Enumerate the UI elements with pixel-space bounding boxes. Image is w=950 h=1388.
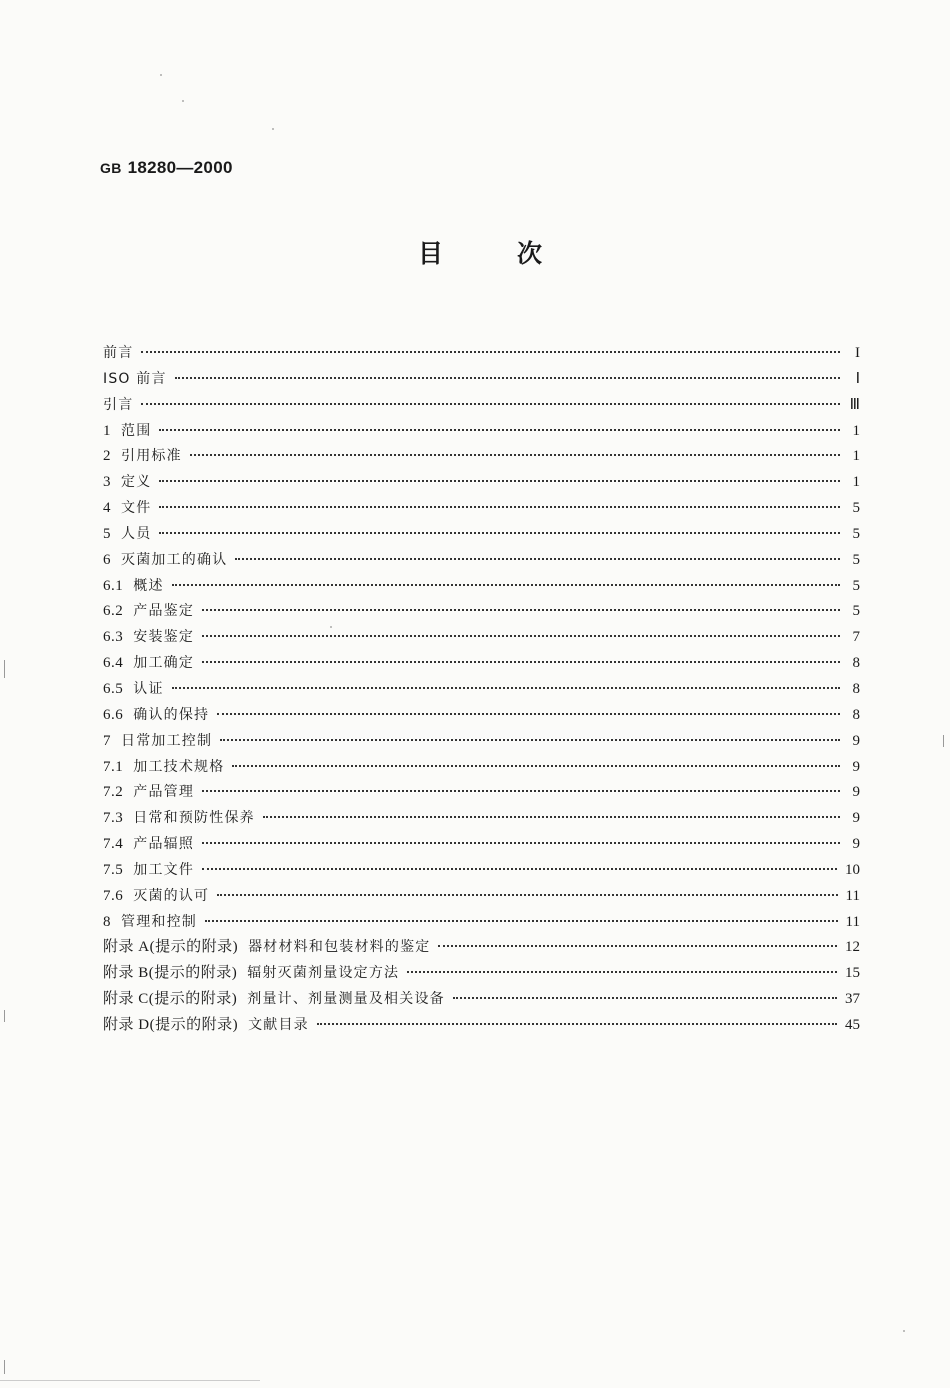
toc-entry-number: 附录 A(提示的附录) (103, 939, 239, 956)
toc-entry-label-group (103, 729, 220, 755)
toc-entry (103, 548, 860, 574)
toc-entry-number: 7.2 (103, 784, 124, 801)
toc-entry-page: 8 (852, 706, 860, 723)
toc-entry-number: 6.1 (103, 577, 124, 594)
toc-entry-number: 7 (103, 732, 111, 749)
toc-entry-title: 灭菌的认可 (133, 887, 210, 904)
toc-entry-label-group (103, 599, 202, 625)
toc-entry-number: 7.3 (103, 810, 124, 827)
toc-entry-number: 6.5 (103, 680, 124, 697)
toc-entry-label-group (103, 935, 438, 961)
toc-entry-title: 日常加工控制 (121, 732, 213, 749)
toc-entry-page: 8 (852, 680, 860, 697)
toc-entry (103, 729, 860, 755)
toc-entry-label-group (103, 444, 190, 470)
toc-entry-label-group (103, 677, 172, 703)
dot-leader (141, 351, 840, 353)
toc-entry-title: 人员 (121, 525, 152, 542)
scan-speck (330, 626, 332, 628)
toc-entry-number: 7.6 (103, 887, 124, 904)
toc-entry-label-group (103, 651, 202, 677)
dot-leader (232, 765, 840, 767)
toc-entry-label-group (103, 987, 453, 1013)
toc-entry-page: 1 (852, 448, 860, 465)
dot-leader (190, 454, 840, 456)
toc-entry-number: 6.2 (103, 603, 124, 620)
toc-entry (103, 341, 860, 367)
toc-entry-label-group (103, 1013, 317, 1039)
toc-entry-label-group (103, 832, 202, 858)
toc-entry-label-group (103, 806, 263, 832)
toc-entry-title: ISO 前言 (103, 370, 167, 387)
toc-entry-page: 9 (852, 758, 860, 775)
scan-speck (903, 1330, 905, 1332)
toc-entry-page: 45 (845, 1016, 860, 1033)
toc-entry (103, 419, 860, 445)
toc-entry-number: 7.4 (103, 836, 124, 853)
toc-entry (103, 522, 860, 548)
toc-entry (103, 780, 860, 806)
dot-leader (172, 687, 840, 689)
toc-entry-title: 辐射灭菌剂量设定方法 (247, 965, 400, 982)
toc-entry (103, 935, 860, 961)
toc-entry-title: 器材材料和包装材料的鉴定 (248, 939, 431, 956)
toc-entry-page: Ⅰ (855, 370, 860, 387)
toc-entry-label-group (103, 393, 141, 419)
scan-mark (4, 1360, 5, 1374)
toc-entry-page: 9 (852, 836, 860, 853)
dot-leader (175, 377, 840, 379)
toc-entry-title: 日常和预防性保养 (133, 810, 255, 827)
toc-entry (103, 884, 860, 910)
toc-entry-page: 5 (852, 603, 860, 620)
dot-leader (202, 661, 840, 663)
toc-entry-number: 附录 D(提示的附录) (103, 1016, 239, 1033)
toc-entry (103, 832, 860, 858)
toc-entry (103, 496, 860, 522)
toc-entry-title: 安装鉴定 (133, 629, 195, 646)
toc-entry-page: 37 (845, 991, 860, 1008)
toc-entry-title: 文件 (121, 500, 152, 517)
scan-speck (182, 100, 184, 102)
toc-entry (103, 961, 860, 987)
toc-entry-title: 确认的保持 (133, 706, 210, 723)
dot-leader (202, 842, 840, 844)
toc-entry-title: 引用标准 (121, 448, 182, 465)
toc-entry-page: 1 (852, 422, 860, 439)
toc-entry (103, 367, 860, 393)
toc-entry (103, 393, 860, 419)
toc-entry-number: 6.6 (103, 706, 124, 723)
toc-entry-label-group (103, 703, 217, 729)
toc-entry-title: 认证 (133, 680, 164, 697)
toc-entry-label-group (103, 755, 232, 781)
toc-entry-page: 11 (845, 913, 860, 930)
toc-entry (103, 806, 860, 832)
toc-entry-number: 3 (103, 474, 111, 491)
toc-entry (103, 599, 860, 625)
dot-leader (141, 403, 840, 405)
toc-entry-number: 1 (103, 422, 111, 439)
toc-entry-label-group (103, 470, 159, 496)
toc-entry-title: 灭菌加工的确认 (121, 551, 228, 568)
toc-entry (103, 677, 860, 703)
toc-entry-page: 10 (845, 861, 860, 878)
toc-entry-page: 15 (845, 965, 860, 982)
scan-speck (160, 74, 162, 76)
dot-leader (172, 584, 840, 586)
page-title: 目次 (418, 239, 617, 268)
dot-leader (159, 506, 840, 508)
toc-entry-label-group (103, 961, 407, 987)
dot-leader (159, 429, 840, 431)
toc-entry-title: 加工文件 (133, 861, 195, 878)
toc-entry-title: 管理和控制 (121, 913, 197, 930)
dot-leader (438, 945, 837, 947)
dot-leader (159, 532, 840, 534)
toc-entry-title: 定义 (121, 474, 152, 491)
toc-entry-number: 5 (103, 525, 111, 542)
scan-mark (4, 660, 5, 678)
toc-entry-page: 7 (852, 629, 860, 646)
dot-leader (205, 920, 838, 922)
toc-entry (103, 444, 860, 470)
toc-entry-title: 产品辐照 (133, 836, 195, 853)
toc-entry-number: 7.5 (103, 861, 124, 878)
dot-leader (202, 609, 840, 611)
toc-entry (103, 625, 860, 651)
toc-entry-label-group (103, 548, 235, 574)
standard-code (100, 158, 233, 178)
toc-entry-label-group (103, 780, 202, 806)
toc-entry-number: 7.1 (103, 758, 124, 775)
toc-entry-number: 附录 B(提示的附录) (103, 965, 238, 982)
toc-entry-title: 范围 (121, 422, 152, 439)
toc-entry-title: 概述 (133, 577, 164, 594)
toc-entry-page: 12 (845, 939, 860, 956)
toc-entry-page: 9 (852, 784, 860, 801)
toc-entry-number: 4 (103, 500, 111, 517)
toc-entry-title: 产品鉴定 (133, 603, 195, 620)
dot-leader (202, 868, 837, 870)
standard-number: 18280—2000 (127, 158, 233, 177)
toc-entry-label-group (103, 419, 159, 445)
toc-entry-label-group (103, 522, 159, 548)
standard-prefix: GB (100, 160, 122, 176)
toc-entry (103, 755, 860, 781)
toc-entry-page: 1 (852, 474, 860, 491)
dot-leader (453, 997, 837, 999)
toc-entry-page: 5 (852, 551, 860, 568)
toc-entry-number: 6 (103, 551, 111, 568)
dot-leader (220, 739, 840, 741)
toc-entry (103, 987, 860, 1013)
toc-entry (103, 703, 860, 729)
toc-entry-title: 加工技术规格 (133, 758, 225, 775)
dot-leader (217, 894, 837, 896)
toc-entry-title: 加工确定 (133, 655, 195, 672)
toc-entry-page: 11 (845, 887, 860, 904)
toc-entry-page: I (855, 345, 860, 361)
toc-entry-page: 5 (852, 525, 860, 542)
toc-entry-label-group (103, 910, 205, 936)
scan-mark (4, 1010, 5, 1022)
toc-entry-page: 8 (852, 655, 860, 672)
toc-entry-label-group (103, 341, 141, 367)
toc-entry-label-group (103, 884, 217, 910)
toc-entry (103, 910, 860, 936)
toc-entry-title: 引言 (103, 396, 134, 413)
toc-entry-title: 前言 (103, 345, 134, 361)
toc-entry-label-group (103, 625, 202, 651)
toc-entry-title: 文献目录 (248, 1016, 309, 1033)
toc-entry-number: 6.4 (103, 655, 124, 672)
dot-leader (235, 558, 840, 560)
dot-leader (202, 790, 840, 792)
dot-leader (317, 1023, 837, 1025)
dot-leader (407, 971, 837, 973)
toc-entry (103, 651, 860, 677)
dot-leader (159, 480, 840, 482)
toc-entry-label-group (103, 858, 202, 884)
scan-mark (943, 735, 944, 747)
scan-edge (0, 1380, 260, 1381)
toc-entry-number: 2 (103, 448, 111, 465)
dot-leader (202, 635, 840, 637)
toc-entry-label-group (103, 496, 159, 522)
toc-entry-label-group (103, 574, 172, 600)
toc-entry-number: 8 (103, 913, 111, 930)
toc-entry (103, 574, 860, 600)
toc-entry-title: 剂量计、剂量测量及相关设备 (247, 991, 445, 1008)
table-of-contents (103, 341, 860, 1039)
toc-entry-page: 5 (852, 577, 860, 594)
toc-entry (103, 858, 860, 884)
toc-entry-page: Ⅲ (849, 396, 860, 413)
toc-entry (103, 470, 860, 496)
toc-entry (103, 1013, 860, 1039)
toc-entry-label-group (103, 367, 175, 393)
scan-speck (272, 128, 274, 130)
dot-leader (263, 816, 840, 818)
dot-leader (217, 713, 840, 715)
toc-entry-number: 6.3 (103, 629, 124, 646)
toc-entry-page: 5 (852, 500, 860, 517)
toc-entry-number: 附录 C(提示的附录) (103, 991, 238, 1008)
toc-entry-page: 9 (852, 810, 860, 827)
toc-entry-page: 9 (852, 732, 860, 749)
toc-entry-title: 产品管理 (133, 784, 195, 801)
